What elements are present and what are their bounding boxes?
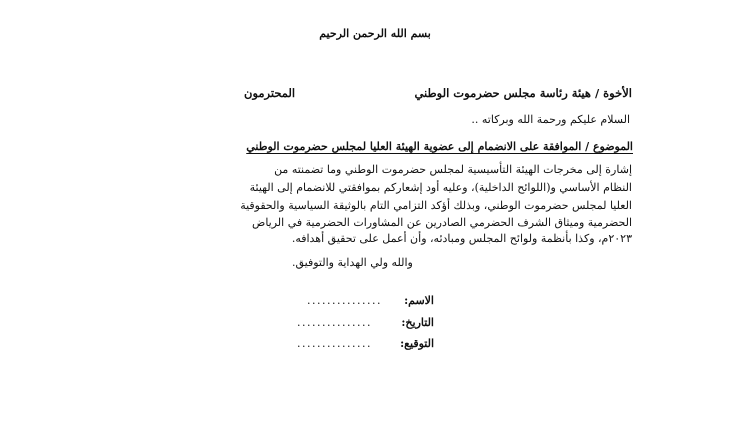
body-line: النظام الأساسي و(اللوائح الداخلية)، وعليه أود إشعاركم بموافقتي للانضمام إلى الهيئة — [249, 181, 632, 194]
addressee-line: الأخوة / هيئة رئاسة مجلس حضرموت الوطني — [414, 86, 632, 100]
date-label: التاريخ: — [401, 316, 434, 329]
name-fill-dots: ............... — [307, 294, 382, 307]
date-fill-dots: ............... — [297, 316, 372, 329]
basmala-heading: بسم الله الرحمن الرحيم — [319, 27, 431, 40]
name-label: الاسم: — [404, 294, 434, 307]
body-line: الحضرمية وميثاق الشرف الحضرمي الصادرين عن المشاورات الحضرمية في الرياض — [252, 216, 632, 229]
subject-line: الموضوع / الموافقة على الانضمام إلى عضوية الهيئة العليا لمجلس حضرموت الوطني — [246, 140, 633, 153]
greeting-line: السلام عليكم ورحمة الله وبركاته .. — [471, 113, 630, 126]
body-line: ٢٠٢٣م، وكذا بأنظمة ولوائح المجلس ومبادئه، وأن أعمل على تحقيق أهدافه. — [291, 232, 632, 245]
signature-row — [297, 337, 434, 350]
signature-label: التوقيع: — [400, 337, 434, 350]
signature-name-row — [307, 294, 434, 307]
body-line: العليا لمجلس حضرموت الوطني، وبذلك أؤكد التزامي التام بالوثيقة السياسية والحقوقية — [240, 199, 632, 212]
signature-date-row — [297, 316, 434, 329]
closing-line: والله ولي الهداية والتوفيق. — [292, 256, 413, 269]
honorific-text: المحترمون — [244, 86, 296, 100]
body-line: إشارة إلى مخرجات الهيئة التأسيسية لمجلس حضرموت الوطني وما تضمنته من — [274, 163, 632, 176]
signature-fill-dots: ............... — [297, 337, 372, 350]
